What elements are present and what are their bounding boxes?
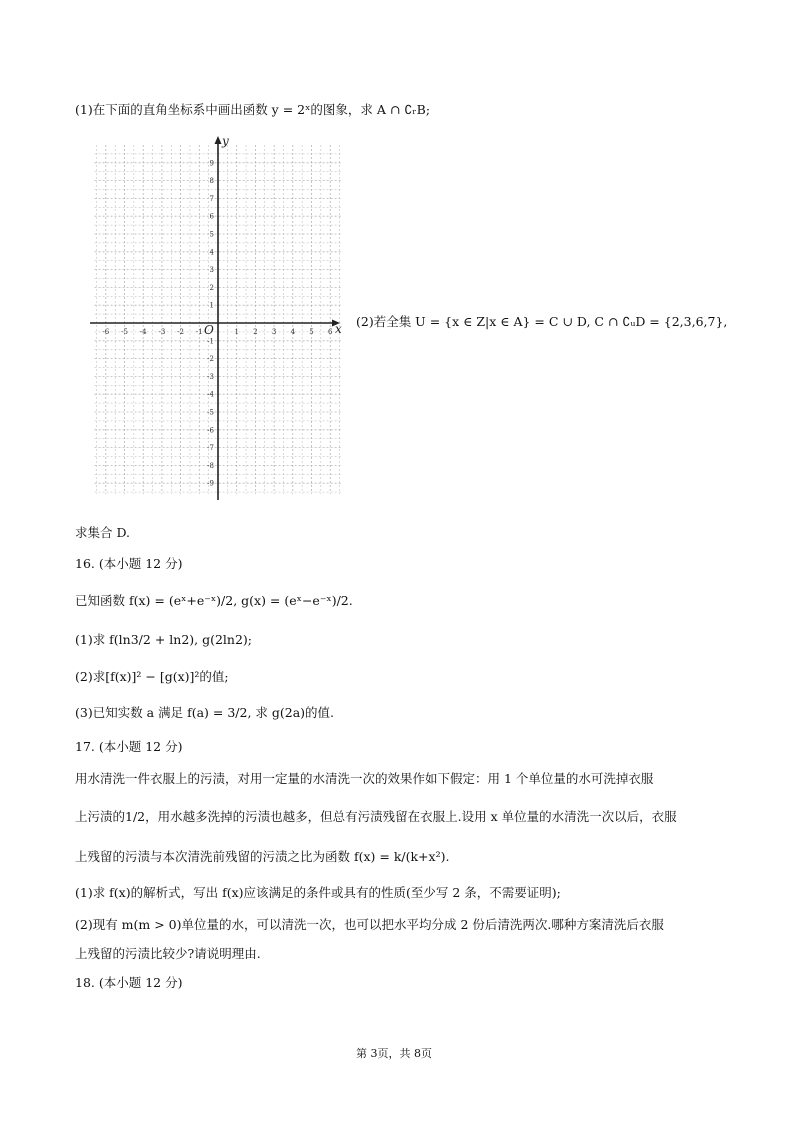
x-tick-label: -2 xyxy=(177,328,185,336)
y-tick-label: 4 xyxy=(209,248,214,257)
y-tick-label: 8 xyxy=(209,177,214,186)
x-tick-label: -1 xyxy=(195,328,203,336)
x-tick-label: 4 xyxy=(290,328,296,336)
q17-line2: 上污渍的1/2，用水越多洗掉的污渍也越多，但总有污渍残留在衣服上.设用 x 单位量的水清洗一次以后，衣服 xyxy=(75,809,677,824)
y-tick-label: -1 xyxy=(207,337,214,346)
x-tick-label: 6 xyxy=(327,328,333,336)
y-tick-label: -3 xyxy=(207,372,214,381)
q17-line1: 用水清洗一件衣服上的污渍，对用一定量的水清洗一次的效果作如下假定：用 1 个单位量的水可洗掉衣服 xyxy=(75,771,654,786)
x-tick-label: 1 xyxy=(234,328,239,336)
q17-part1: (1)求 f(x)的解析式，写出 f(x)应该满足的条件或具有的性质(至少写 2 条，不需要证明); xyxy=(75,885,561,900)
x-tick-label: -5 xyxy=(121,328,128,336)
q18-header: 18. (本小题 12 分) xyxy=(75,975,183,990)
q15-part1: (1)在下面的直角坐标系中画出函数 y = 2ˣ的图象，求 A ∩ ∁ᵣB; xyxy=(75,102,431,117)
x-tick-label: -3 xyxy=(158,328,166,336)
y-tick-label: -5 xyxy=(207,408,214,417)
y-axis-label: y xyxy=(222,134,229,148)
x-tick-label: 3 xyxy=(271,328,277,336)
q17-part2b: 上残留的污渍比较少?请说明理由. xyxy=(75,946,261,961)
q15-part2: (2)若全集 U = {x ∈ Z|x ∈ A} = C ∪ D, C ∩ ∁ᵤD = {2,3,6,7}, xyxy=(356,314,728,329)
q17-line3: 上残留的污渍与本次清洗前残留的污渍之比为函数 f(x) = k/(k+x²). xyxy=(75,849,450,864)
q17-header: 17. (本小题 12 分) xyxy=(75,739,183,754)
y-tick-label: 5 xyxy=(209,230,214,239)
x-tick-label: -4 xyxy=(139,328,147,336)
page-footer: 第 3页，共 8页 xyxy=(356,1047,432,1060)
x-axis-label: x xyxy=(335,322,342,336)
origin-label: O xyxy=(204,323,214,337)
q16-part3: (3)已知实数 a 满足 f(a) = 3/2, 求 g(2a)的值. xyxy=(75,705,335,720)
q16-given: 已知函数 f(x) = (eˣ+e⁻ˣ)/2, g(x) = (eˣ−e⁻ˣ)/2. xyxy=(75,593,353,608)
y-tick-label: -6 xyxy=(207,426,214,435)
x-tick-label: -6 xyxy=(102,328,110,336)
y-tick-label: -2 xyxy=(207,355,214,364)
y-axis-arrow xyxy=(215,136,222,144)
q16-part1: (1)求 f(ln3/2 + ln2), g(2ln2); xyxy=(75,632,253,647)
y-tick-label: 2 xyxy=(209,283,214,292)
y-tick-label: -9 xyxy=(207,479,214,488)
q16-part2: (2)求[f(x)]² − [g(x)]²的值; xyxy=(75,669,229,684)
q16-header: 16. (本小题 12 分) xyxy=(75,556,183,571)
y-tick-label: 1 xyxy=(209,301,214,310)
x-tick-label: 2 xyxy=(253,328,258,336)
y-tick-label: -4 xyxy=(207,390,214,399)
q17-part2a: (2)现有 m(m > 0)单位量的水，可以清洗一次，也可以把水平均分成 2 份后清洗两次.哪种方案清洗后衣服 xyxy=(75,917,664,932)
y-tick-label: 6 xyxy=(209,212,214,221)
y-tick-label: 9 xyxy=(209,159,214,168)
y-tick-label: -7 xyxy=(207,444,214,453)
x-tick-label: 5 xyxy=(309,328,314,336)
y-tick-label: -8 xyxy=(207,461,214,470)
axes xyxy=(90,136,340,500)
y-tick-label: 7 xyxy=(209,194,214,203)
coordinate-grid xyxy=(84,134,346,506)
y-tick-label: 3 xyxy=(209,266,214,275)
q15-tail: 求集合 D. xyxy=(75,525,131,540)
